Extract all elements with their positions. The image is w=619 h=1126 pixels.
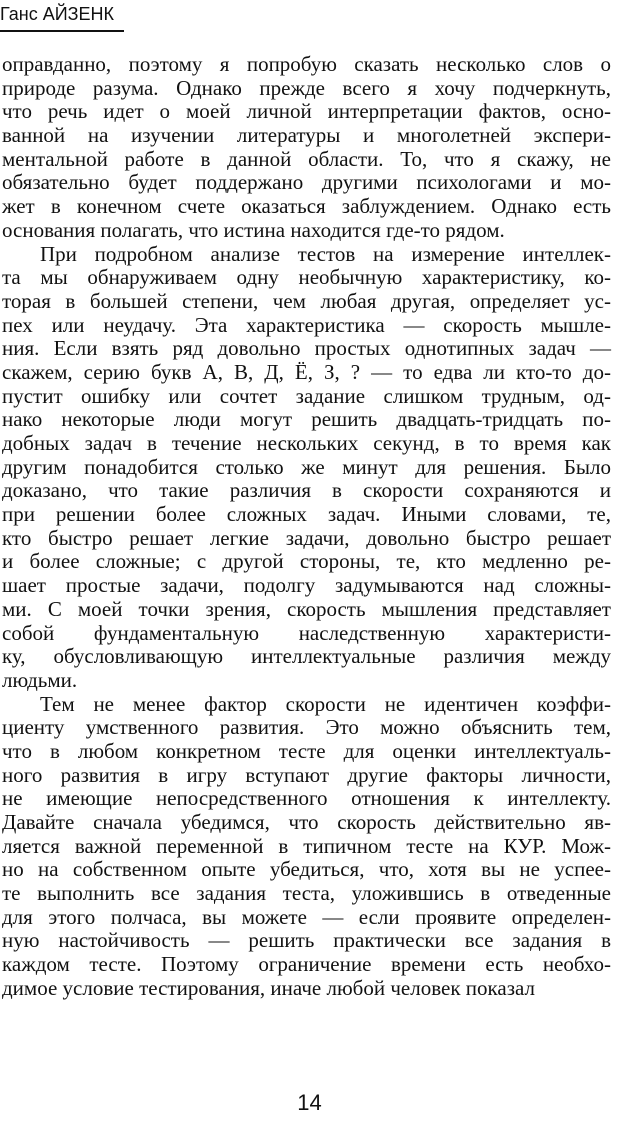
text-line: ляется важной переменной в типичном тесте на КУР. Мож- bbox=[2, 833, 611, 858]
text-line: те выполнить все задания теста, уложившись в отведенные bbox=[2, 881, 611, 906]
text-line: каждом тесте. Поэтому ограничение времени есть необхо- bbox=[2, 952, 611, 977]
paragraph bbox=[2, 243, 611, 693]
text-line: обязательно будет поддержано другими психологами и мо- bbox=[2, 170, 611, 195]
text-line: циенту умственного развития. Это можно объяснить тем, bbox=[2, 715, 611, 740]
text-line: ного развития в игру вступают другие факторы личности, bbox=[2, 762, 611, 787]
text-line: При подробном анализе тестов на измерение интеллек- bbox=[40, 241, 611, 266]
text-line: при решении более сложных задач. Иными словами, те, bbox=[2, 502, 611, 527]
text-line: что в любом конкретном тесте для оценки интеллектуаль- bbox=[2, 738, 611, 763]
paragraph bbox=[2, 693, 611, 1001]
text-line: нако некоторые люди могут решить двадцать-тридцать по- bbox=[2, 407, 611, 432]
text-line: что речь идет о моей личной интерпретации фактов, осно- bbox=[2, 99, 611, 124]
text-line: ми. С моей точки зрения, скорость мышления представляет bbox=[2, 596, 611, 621]
text-line: Давайте сначала убедимся, что скорость действительно яв- bbox=[2, 810, 611, 834]
text-line: людьми. bbox=[2, 667, 78, 692]
text-line: не имеющие непосредственного отношения к интеллекту. bbox=[2, 786, 611, 811]
text-line: добных задач в течение нескольких секунд, в то время как bbox=[2, 431, 611, 455]
body-text bbox=[2, 53, 611, 1001]
text-line: пех или неудачу. Эта характеристика — скорость мышле- bbox=[2, 312, 611, 337]
text-line: и более сложные; с другой стороны, те, кто медленно ре- bbox=[2, 549, 611, 574]
text-line: основания полагать, что истина находится где-то рядом. bbox=[2, 217, 505, 242]
text-line: торая в большей степени, чем любая другая, определяет ус- bbox=[2, 288, 611, 313]
text-line: другим понадобится столько же минут для решения. Было bbox=[2, 454, 611, 479]
page-number: 14 bbox=[297, 1090, 322, 1115]
text-line: ментальной работе в данной области. То, что я скажу, не bbox=[2, 146, 611, 171]
text-line: но на собственном опыте убедиться, что, хотя вы не успее- bbox=[2, 857, 611, 882]
text-line: димое условие тестирования, иначе любой человек показал bbox=[2, 975, 535, 1000]
running-head: Ганс АЙЗЕНК bbox=[0, 4, 114, 24]
text-line: ванной на изучении литературы и многолетней экспери- bbox=[2, 123, 611, 148]
text-line: та мы обнаруживаем одну необычную характеристику, ко- bbox=[2, 265, 611, 290]
text-line: доказано, что такие различия в скорости сохраняются и bbox=[2, 478, 611, 503]
text-line: пустит ошибку или сочтет задание слишком трудным, од- bbox=[2, 383, 611, 408]
text-line: кто быстро решает легкие задачи, довольно быстро решает bbox=[2, 525, 611, 550]
paragraph bbox=[2, 53, 611, 243]
text-line: для этого полчаса, вы можете — если проявите определен- bbox=[2, 904, 611, 929]
text-line: оправданно, поэтому я попробую сказать несколько слов о bbox=[2, 52, 611, 76]
text-line: ную настойчивость — решить практически все задания в bbox=[2, 928, 611, 953]
running-head-rule bbox=[0, 30, 124, 32]
text-line: Тем не менее фактор скорости не идентичен коэффи- bbox=[40, 691, 611, 716]
text-line: скажем, серию букв А, В, Д, Ё, З, ? — то едва ли кто-то до- bbox=[2, 359, 611, 384]
text-line: ку, обусловливающую интеллектуальные различия между bbox=[2, 644, 611, 669]
text-line: природе разума. Однако прежде всего я хочу подчеркнуть, bbox=[2, 75, 611, 100]
text-line: собой фундаментальную наследственную характеристи- bbox=[2, 620, 611, 645]
text-line: ния. Если взять ряд довольно простых однотипных задач — bbox=[2, 336, 611, 361]
text-line: шает простые задачи, подолгу задумываются над сложны- bbox=[2, 573, 611, 598]
text-line: жет в конечном счете оказаться заблуждением. Однако есть bbox=[2, 194, 611, 219]
